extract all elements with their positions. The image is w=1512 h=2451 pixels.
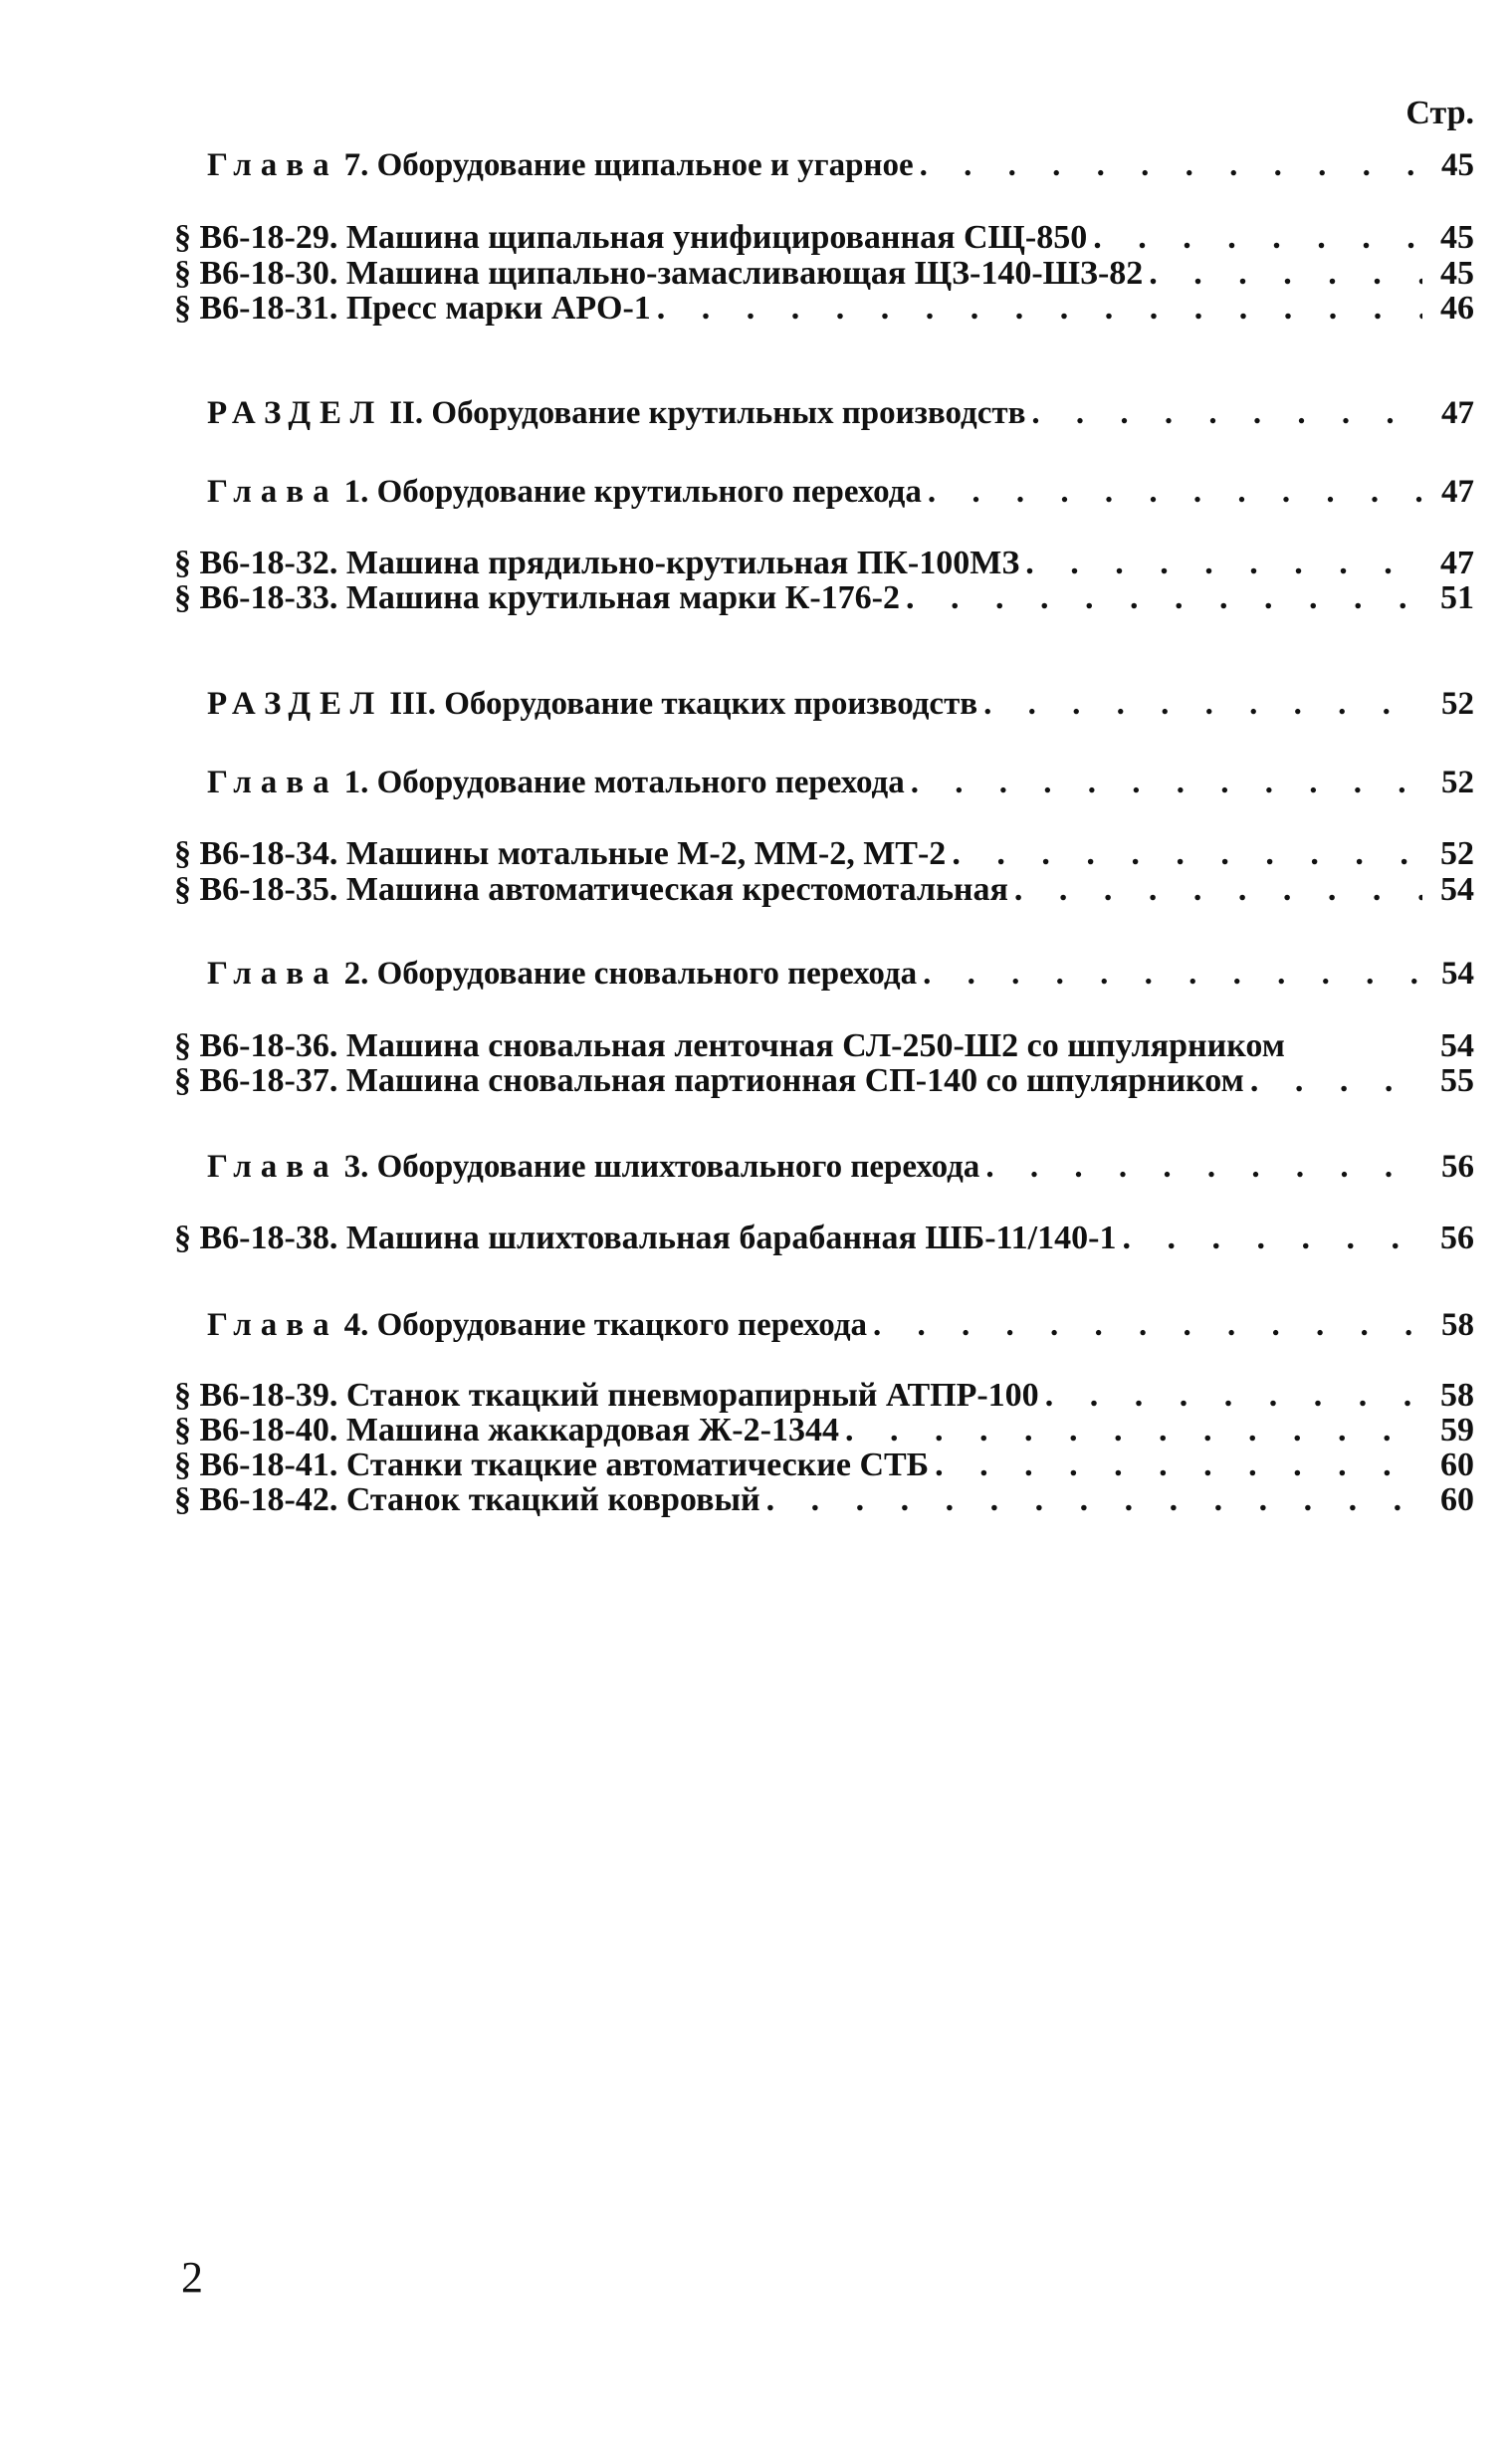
leader-dots <box>1045 1378 1422 1414</box>
page-ref: 52 <box>1441 686 1474 722</box>
heading-prefix: Глава <box>207 956 338 992</box>
page-ref: 56 <box>1440 1220 1474 1256</box>
leader-dots <box>873 1307 1422 1343</box>
page-ref: 47 <box>1440 545 1474 581</box>
item-title: § В6-18-38. Машина шлихтовальная барабанная ШБ-11/140-1 <box>174 1220 1117 1256</box>
toc-item <box>174 1028 1474 1064</box>
page-ref: 54 <box>1440 1027 1474 1064</box>
page-number: 2 <box>181 2253 203 2302</box>
section-title: II. Оборудование крутильных производств <box>389 395 1026 431</box>
toc-item <box>174 1482 1474 1518</box>
toc-item <box>174 836 1474 872</box>
page-ref: 45 <box>1440 255 1474 292</box>
leader-dots <box>1250 1063 1422 1099</box>
toc-section-heading <box>207 686 1474 722</box>
item-title: § В6-18-42. Станок ткацкий ковровый <box>174 1481 760 1518</box>
toc-heading <box>207 765 1474 800</box>
page-ref: 59 <box>1440 1412 1474 1448</box>
page-ref: 56 <box>1441 1149 1474 1185</box>
page-ref: 54 <box>1441 956 1474 992</box>
heading-prefix: Глава <box>207 1149 338 1185</box>
leader-dots <box>911 765 1422 800</box>
heading-prefix: Глава <box>207 474 338 510</box>
heading-prefix: Глава <box>207 1307 338 1343</box>
toc-item <box>174 872 1474 908</box>
toc-heading <box>207 1149 1474 1185</box>
leader-dots <box>1031 395 1422 431</box>
leader-dots <box>935 1448 1422 1483</box>
section-prefix: РАЗДЕЛ <box>207 395 384 431</box>
section-prefix: РАЗДЕЛ <box>207 686 384 722</box>
section-title: III. Оборудование ткацких производств <box>389 686 978 722</box>
leader-dots <box>928 474 1422 510</box>
leader-dots <box>985 1149 1422 1185</box>
toc-item <box>174 1378 1474 1414</box>
item-title: § В6-18-36. Машина сновальная ленточная СЛ-250-Ш2 со шпулярником <box>174 1027 1285 1064</box>
toc-item <box>174 1448 1474 1483</box>
toc-item <box>174 1221 1474 1256</box>
leader-dots <box>845 1413 1422 1448</box>
toc-item <box>174 220 1474 256</box>
item-title: § В6-18-30. Машина щипально-замасливающая ЩЗ-140-ШЗ-82 <box>174 255 1144 292</box>
page-ref: 47 <box>1441 395 1474 431</box>
leader-dots <box>906 580 1422 616</box>
leader-dots <box>952 836 1422 872</box>
leader-dots <box>766 1482 1422 1518</box>
toc-item <box>174 546 1474 581</box>
page-ref: 52 <box>1441 765 1474 800</box>
heading-prefix: Глава <box>207 147 338 183</box>
page-ref: 51 <box>1440 579 1474 616</box>
leader-dots <box>657 291 1422 327</box>
leader-dots <box>920 147 1422 183</box>
page-ref: 60 <box>1440 1481 1474 1518</box>
leader-dots <box>1025 546 1422 581</box>
leader-dots <box>983 686 1422 722</box>
heading-title: 3. Оборудование шлихтовального перехода <box>343 1149 980 1185</box>
heading-prefix: Глава <box>207 765 338 800</box>
leader-dots <box>1122 1221 1422 1256</box>
page-ref: 52 <box>1440 835 1474 872</box>
leader-dots <box>1093 220 1422 256</box>
page-ref: 58 <box>1441 1307 1474 1343</box>
page-ref: 45 <box>1441 147 1474 183</box>
heading-title: 1. Оборудование мотального перехода <box>343 765 905 800</box>
page-ref: 60 <box>1440 1447 1474 1483</box>
leader-dots <box>1149 256 1422 292</box>
toc-item <box>174 1063 1474 1099</box>
item-title: § В6-18-35. Машина автоматическая крестомотальная <box>174 871 1008 908</box>
heading-title: 2. Оборудование сновального перехода <box>343 956 918 992</box>
toc-item <box>174 1413 1474 1448</box>
heading-title: 4. Оборудование ткацкого перехода <box>343 1307 868 1343</box>
toc-heading <box>207 956 1474 992</box>
toc-heading <box>207 147 1474 183</box>
item-title: § В6-18-32. Машина прядильно-крутильная ПК-100МЗ <box>174 545 1020 581</box>
heading-title: 1. Оборудование крутильного перехода <box>343 474 922 510</box>
item-title: § В6-18-31. Пресс марки АРО-1 <box>174 290 651 327</box>
page-ref: 55 <box>1440 1062 1474 1099</box>
toc-item <box>174 256 1474 292</box>
leader-dots <box>1014 872 1422 908</box>
page-ref: 58 <box>1440 1377 1474 1414</box>
toc-heading <box>207 474 1474 510</box>
item-title: § В6-18-40. Машина жаккардовая Ж-2-1344 <box>174 1412 839 1448</box>
toc-heading <box>207 1307 1474 1343</box>
toc-section-heading <box>207 395 1474 431</box>
heading-title: 7. Оборудование щипальное и угарное <box>343 147 914 183</box>
item-title: § В6-18-34. Машины мотальные М-2, ММ-2, МТ-2 <box>174 835 947 872</box>
item-title: § В6-18-39. Станок ткацкий пневморапирный АТПР-100 <box>174 1377 1039 1414</box>
item-title: § В6-18-37. Машина сновальная партионная СП-140 со шпулярником <box>174 1062 1244 1099</box>
page-ref: 47 <box>1441 474 1474 510</box>
leader-dots <box>923 956 1422 992</box>
item-title: § В6-18-29. Машина щипальная унифицированная СЩ-850 <box>174 219 1088 256</box>
page-column-header: Стр. <box>1405 95 1474 131</box>
page-ref: 45 <box>1440 219 1474 256</box>
toc-item <box>174 291 1474 327</box>
toc-item <box>174 580 1474 616</box>
item-title: § В6-18-33. Машина крутильная марки К-176-2 <box>174 579 900 616</box>
page-ref: 46 <box>1440 290 1474 327</box>
page-ref: 54 <box>1440 871 1474 908</box>
item-title: § В6-18-41. Станки ткацкие автоматические СТБ <box>174 1447 930 1483</box>
